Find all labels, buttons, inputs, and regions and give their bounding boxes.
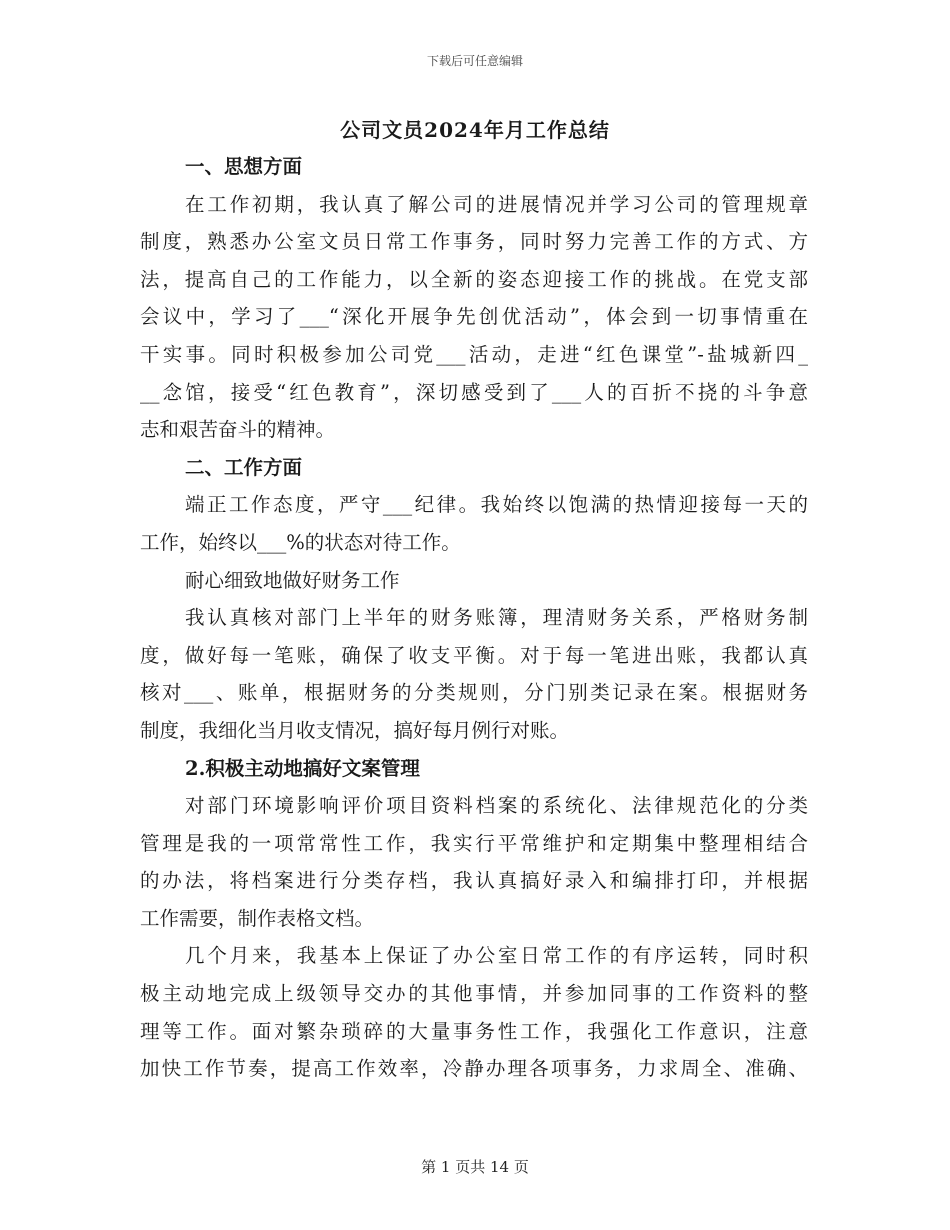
paragraph-line: 在工作初期，我认真了解公司的进展情况并学习公司的管理规章 (185, 192, 808, 216)
paragraph-line: 加快工作节奏，提高工作效率，冷静办理各项事务，力求周全、准确、 (140, 1057, 808, 1081)
paragraph-line: 理等工作。面对繁杂琐碎的大量事务性工作，我强化工作意识，注意 (140, 1019, 808, 1043)
paragraph-line: __念馆，接受“红色教育”，深切感受到了___人的百折不挠的斗争意 (140, 380, 808, 404)
paragraph-line: 几个月来，我基本上保证了办公室日常工作的有序运转，同时积 (185, 944, 808, 968)
document-body (140, 148, 808, 1088)
page-footer: 第 1 页共 14 页 (421, 1158, 529, 1176)
paragraph-line: 端正工作态度，严守___纪律。我始终以饱满的热情迎接每一天的 (185, 493, 808, 517)
paragraph-line: 工作需要，制作表格文档。 (140, 906, 375, 930)
paragraph-line: 我认真核对部门上半年的财务账簿，理清财务关系，严格财务制 (185, 606, 808, 630)
paragraph-line: 核对___、账单，根据财务的分类规则，分门别类记录在案。根据财务 (140, 681, 808, 705)
paragraph-line: 法，提高自己的工作能力，以全新的姿态迎接工作的挑战。在党支部 (140, 267, 808, 291)
section-heading: 一、思想方面 (185, 155, 303, 178)
header-note: 下载后可任意编辑 (426, 54, 523, 68)
paragraph-line: 管理是我的一项常常性工作，我实行平常维护和定期集中整理相结合 (140, 831, 808, 855)
paragraph-line: 极主动地完成上级领导交办的其他事情，并参加同事的工作资料的整 (140, 982, 808, 1006)
paragraph-line: 度，做好每一笔账，确保了收支平衡。对于每一笔进出账，我都认真 (140, 643, 808, 667)
paragraph-line: 的办法，将档案进行分类存档，我认真搞好录入和编排打印，并根据 (140, 869, 808, 893)
subsection-heading: 耐心细致地做好财务工作 (185, 568, 400, 592)
paragraph-line: 工作，始终以___%的状态对待工作。 (140, 530, 461, 554)
section-heading: 二、工作方面 (185, 455, 303, 479)
paragraph-line: 制度，熟悉办公室文员日常工作事务，同时努力完善工作的方式、方 (140, 230, 808, 254)
paragraph-line: 会议中，学习了___“深化开展争先创优活动”，体会到一切事情重在 (140, 305, 808, 329)
paragraph-line: 干实事。同时积极参加公司党___活动，走进“红色课堂”-盐城新四_ (140, 342, 808, 366)
document-title: 公司文员2024年月工作总结 (340, 118, 610, 142)
subsection-heading: 2.积极主动地搞好文案管理 (185, 756, 420, 780)
paragraph-line: 对部门环境影响评价项目资料档案的系统化、法律规范化的分类 (185, 794, 808, 818)
paragraph-line: 制度，我细化当月收支情况，搞好每月例行对账。 (140, 718, 570, 742)
paragraph-line: 志和艰苦奋斗的精神。 (140, 418, 336, 442)
